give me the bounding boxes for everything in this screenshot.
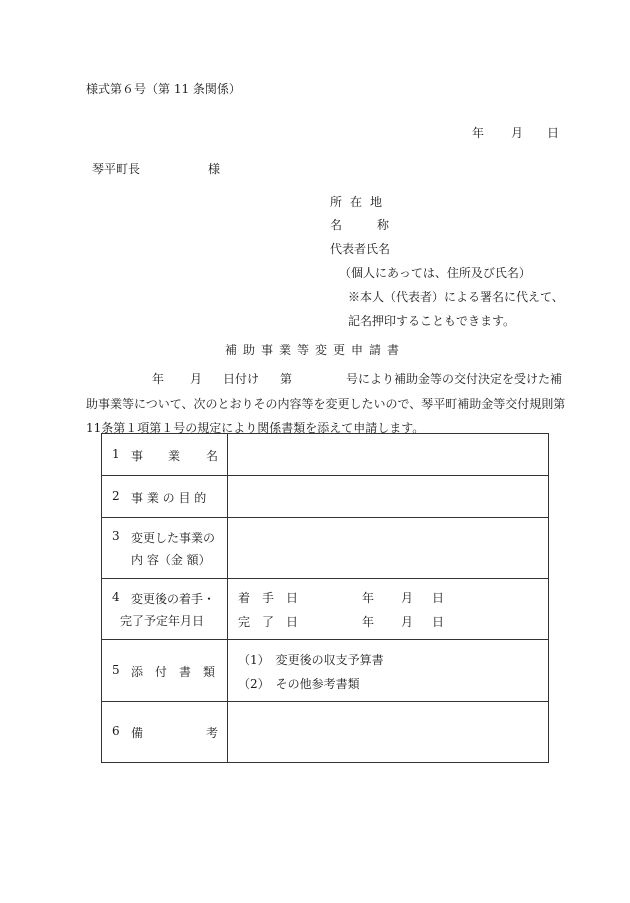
label-text: 完了予定年月日 (120, 614, 205, 628)
attachment-item: （1） 変更後の収支予算書 (238, 652, 384, 667)
row-number: 2 (112, 488, 120, 503)
start-year-label: 年 (362, 591, 375, 605)
signature-note-2: 記名押印することもできます。 (348, 314, 516, 328)
changed-content-label (102, 518, 228, 579)
label-text: 事 業 の 目 的 (131, 490, 207, 505)
form-number: 様式第６号（第 11 条関係） (86, 82, 241, 96)
date-day-label: 日 (547, 126, 560, 140)
label-char: 名 (206, 448, 219, 463)
date-year-label: 年 (472, 126, 485, 140)
attachments-label (102, 640, 228, 702)
applicant-name-char-1: 名 (330, 218, 343, 232)
body-line-1-tail: 号により補助金等の交付決定を受けた補 (346, 372, 563, 386)
changed-content-field[interactable] (228, 518, 549, 579)
end-date-label: 完 了 日 (238, 615, 299, 629)
label-char: 備 (131, 726, 144, 740)
signature-note-1: ※本人（代表者）による署名に代えて、 (348, 290, 564, 304)
end-day-label: 日 (432, 615, 445, 629)
row-number: 3 (112, 529, 120, 543)
end-year-label: 年 (362, 615, 375, 629)
individual-note: （個人にあっては、住所及び氏名） (339, 266, 531, 280)
body-line-3: 11条第１項第１号の規定により関係書類を添えて申請します。 (86, 421, 425, 435)
start-date-label: 着 手 日 (238, 591, 299, 605)
row-number: 5 (112, 662, 120, 677)
end-month-label: 月 (401, 615, 414, 629)
body-dai: 第 (280, 372, 293, 386)
application-table (101, 433, 549, 763)
applicant-name-char-2: 称 (377, 218, 390, 232)
business-purpose-field[interactable] (228, 476, 549, 518)
label-char: 考 (206, 726, 219, 740)
label-text: 内 容（金 額） (131, 553, 211, 567)
table-row (102, 476, 549, 518)
remarks-label (102, 702, 228, 763)
label-text: 添 付 書 類 (131, 664, 216, 679)
business-name-field[interactable] (228, 434, 549, 476)
addressee (92, 160, 221, 177)
applicant-name-label (330, 216, 390, 233)
remarks-field[interactable] (228, 702, 549, 763)
business-purpose-label (102, 476, 228, 518)
body-month: 月 (190, 372, 203, 386)
attachment-item: （2） その他参考書類 (238, 676, 360, 691)
representative-label: 代表者氏名 (330, 242, 391, 256)
applicant-address-label: 所在地 (330, 195, 391, 209)
schedule-field[interactable] (228, 579, 549, 640)
body-year: 年 (152, 372, 165, 386)
body-dated: 日付け (223, 372, 260, 386)
addressee-name: 琴平町長 (92, 162, 141, 176)
table-row (102, 579, 549, 640)
addressee-honorific: 様 (208, 162, 221, 176)
date-month-label: 月 (511, 126, 524, 140)
table-row (102, 640, 549, 702)
body-line-2: 助事業等について、次のとおりその内容等を変更したいので、琴平町補助金等交付規則第 (86, 397, 566, 411)
row-number: 6 (112, 724, 120, 738)
business-name-label (102, 434, 228, 476)
schedule-label (102, 579, 228, 640)
row-number: 4 (112, 590, 120, 604)
document-title: 補助事業等変更申請書 (224, 343, 405, 357)
table-row (102, 518, 549, 579)
label-text: 変更後の着手・ (131, 592, 216, 606)
table-row (102, 702, 549, 763)
label-text: 変更した事業の (131, 531, 216, 545)
table-row (102, 434, 549, 476)
row-number: 1 (112, 446, 120, 461)
attachments-field (228, 640, 549, 702)
start-day-label: 日 (432, 591, 445, 605)
label-char: 業 (168, 448, 181, 463)
start-month-label: 月 (401, 591, 414, 605)
label-char: 事 (131, 448, 144, 463)
